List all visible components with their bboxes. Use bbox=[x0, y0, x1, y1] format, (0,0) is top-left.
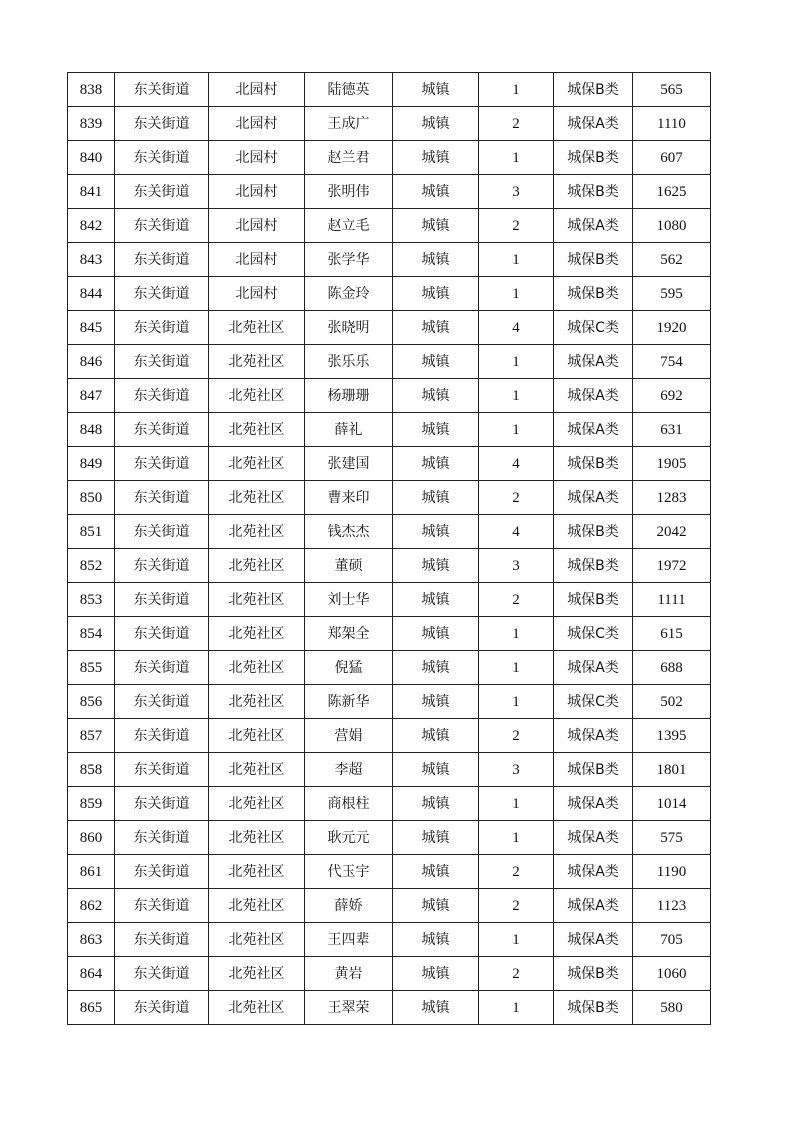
community-cell: 北苑社区 bbox=[209, 719, 305, 753]
subdistrict-cell: 东关街道 bbox=[115, 447, 209, 481]
member-count-cell: 1 bbox=[479, 787, 554, 821]
household-type-cell: 城镇 bbox=[393, 107, 479, 141]
roster-table bbox=[67, 72, 711, 1025]
member-count-cell: 1 bbox=[479, 651, 554, 685]
insurance-category-cell: 城保C类 bbox=[554, 617, 633, 651]
community-cell: 北园村 bbox=[209, 107, 305, 141]
name-cell: 商根柱 bbox=[305, 787, 393, 821]
community-cell: 北苑社区 bbox=[209, 617, 305, 651]
insurance-category-cell: 城保A类 bbox=[554, 345, 633, 379]
table-row bbox=[68, 447, 711, 481]
subdistrict-cell: 东关街道 bbox=[115, 141, 209, 175]
subdistrict-cell: 东关街道 bbox=[115, 651, 209, 685]
row-number-cell: 842 bbox=[68, 209, 115, 243]
name-cell: 王成广 bbox=[305, 107, 393, 141]
household-type-cell: 城镇 bbox=[393, 617, 479, 651]
table-row bbox=[68, 957, 711, 991]
community-cell: 北苑社区 bbox=[209, 379, 305, 413]
insurance-category-cell: 城保A类 bbox=[554, 413, 633, 447]
subdistrict-cell: 东关街道 bbox=[115, 787, 209, 821]
subdistrict-cell: 东关街道 bbox=[115, 345, 209, 379]
member-count-cell: 1 bbox=[479, 413, 554, 447]
household-type-cell: 城镇 bbox=[393, 719, 479, 753]
name-cell: 黄岩 bbox=[305, 957, 393, 991]
insurance-category-cell: 城保C类 bbox=[554, 685, 633, 719]
subdistrict-cell: 东关街道 bbox=[115, 821, 209, 855]
insurance-category-cell: 城保A类 bbox=[554, 923, 633, 957]
name-cell: 耿元元 bbox=[305, 821, 393, 855]
name-cell: 陈金玲 bbox=[305, 277, 393, 311]
row-number-cell: 851 bbox=[68, 515, 115, 549]
table-row bbox=[68, 243, 711, 277]
household-type-cell: 城镇 bbox=[393, 991, 479, 1025]
member-count-cell: 2 bbox=[479, 855, 554, 889]
member-count-cell: 1 bbox=[479, 141, 554, 175]
row-number-cell: 858 bbox=[68, 753, 115, 787]
amount-cell: 692 bbox=[633, 379, 711, 413]
member-count-cell: 2 bbox=[479, 583, 554, 617]
row-number-cell: 863 bbox=[68, 923, 115, 957]
row-number-cell: 856 bbox=[68, 685, 115, 719]
household-type-cell: 城镇 bbox=[393, 311, 479, 345]
community-cell: 北苑社区 bbox=[209, 821, 305, 855]
row-number-cell: 865 bbox=[68, 991, 115, 1025]
amount-cell: 2042 bbox=[633, 515, 711, 549]
member-count-cell: 1 bbox=[479, 277, 554, 311]
community-cell: 北园村 bbox=[209, 175, 305, 209]
name-cell: 陈新华 bbox=[305, 685, 393, 719]
table-row bbox=[68, 277, 711, 311]
amount-cell: 1905 bbox=[633, 447, 711, 481]
insurance-category-cell: 城保B类 bbox=[554, 243, 633, 277]
name-cell: 郑架全 bbox=[305, 617, 393, 651]
table-row bbox=[68, 311, 711, 345]
subdistrict-cell: 东关街道 bbox=[115, 209, 209, 243]
name-cell: 王四辈 bbox=[305, 923, 393, 957]
subdistrict-cell: 东关街道 bbox=[115, 991, 209, 1025]
member-count-cell: 2 bbox=[479, 719, 554, 753]
table-row bbox=[68, 583, 711, 617]
household-type-cell: 城镇 bbox=[393, 447, 479, 481]
name-cell: 刘士华 bbox=[305, 583, 393, 617]
subdistrict-cell: 东关街道 bbox=[115, 243, 209, 277]
row-number-cell: 845 bbox=[68, 311, 115, 345]
community-cell: 北苑社区 bbox=[209, 515, 305, 549]
name-cell: 李超 bbox=[305, 753, 393, 787]
amount-cell: 705 bbox=[633, 923, 711, 957]
subdistrict-cell: 东关街道 bbox=[115, 957, 209, 991]
amount-cell: 1080 bbox=[633, 209, 711, 243]
table-row bbox=[68, 73, 711, 107]
household-type-cell: 城镇 bbox=[393, 243, 479, 277]
amount-cell: 631 bbox=[633, 413, 711, 447]
subdistrict-cell: 东关街道 bbox=[115, 515, 209, 549]
table-row bbox=[68, 379, 711, 413]
row-number-cell: 844 bbox=[68, 277, 115, 311]
amount-cell: 1110 bbox=[633, 107, 711, 141]
household-type-cell: 城镇 bbox=[393, 481, 479, 515]
member-count-cell: 1 bbox=[479, 685, 554, 719]
household-type-cell: 城镇 bbox=[393, 583, 479, 617]
subdistrict-cell: 东关街道 bbox=[115, 107, 209, 141]
community-cell: 北苑社区 bbox=[209, 753, 305, 787]
row-number-cell: 838 bbox=[68, 73, 115, 107]
row-number-cell: 862 bbox=[68, 889, 115, 923]
household-type-cell: 城镇 bbox=[393, 379, 479, 413]
amount-cell: 754 bbox=[633, 345, 711, 379]
subdistrict-cell: 东关街道 bbox=[115, 855, 209, 889]
name-cell: 赵兰君 bbox=[305, 141, 393, 175]
household-type-cell: 城镇 bbox=[393, 345, 479, 379]
member-count-cell: 4 bbox=[479, 311, 554, 345]
row-number-cell: 861 bbox=[68, 855, 115, 889]
subdistrict-cell: 东关街道 bbox=[115, 175, 209, 209]
insurance-category-cell: 城保A类 bbox=[554, 209, 633, 243]
name-cell: 钱杰杰 bbox=[305, 515, 393, 549]
community-cell: 北苑社区 bbox=[209, 447, 305, 481]
amount-cell: 1014 bbox=[633, 787, 711, 821]
household-type-cell: 城镇 bbox=[393, 685, 479, 719]
row-number-cell: 853 bbox=[68, 583, 115, 617]
table-body bbox=[68, 73, 711, 1025]
community-cell: 北园村 bbox=[209, 209, 305, 243]
insurance-category-cell: 城保A类 bbox=[554, 379, 633, 413]
table-row bbox=[68, 413, 711, 447]
table-row bbox=[68, 515, 711, 549]
member-count-cell: 4 bbox=[479, 515, 554, 549]
row-number-cell: 843 bbox=[68, 243, 115, 277]
name-cell: 张学华 bbox=[305, 243, 393, 277]
member-count-cell: 1 bbox=[479, 73, 554, 107]
amount-cell: 1283 bbox=[633, 481, 711, 515]
name-cell: 营娟 bbox=[305, 719, 393, 753]
member-count-cell: 1 bbox=[479, 821, 554, 855]
community-cell: 北苑社区 bbox=[209, 311, 305, 345]
table-row bbox=[68, 107, 711, 141]
table-row bbox=[68, 617, 711, 651]
amount-cell: 1625 bbox=[633, 175, 711, 209]
member-count-cell: 1 bbox=[479, 923, 554, 957]
table-row bbox=[68, 549, 711, 583]
row-number-cell: 847 bbox=[68, 379, 115, 413]
member-count-cell: 1 bbox=[479, 991, 554, 1025]
name-cell: 张明伟 bbox=[305, 175, 393, 209]
subdistrict-cell: 东关街道 bbox=[115, 481, 209, 515]
amount-cell: 688 bbox=[633, 651, 711, 685]
insurance-category-cell: 城保B类 bbox=[554, 277, 633, 311]
subdistrict-cell: 东关街道 bbox=[115, 923, 209, 957]
name-cell: 张乐乐 bbox=[305, 345, 393, 379]
member-count-cell: 1 bbox=[479, 345, 554, 379]
amount-cell: 562 bbox=[633, 243, 711, 277]
amount-cell: 595 bbox=[633, 277, 711, 311]
table-row bbox=[68, 991, 711, 1025]
name-cell: 代玉宇 bbox=[305, 855, 393, 889]
household-type-cell: 城镇 bbox=[393, 651, 479, 685]
amount-cell: 1801 bbox=[633, 753, 711, 787]
name-cell: 薛礼 bbox=[305, 413, 393, 447]
member-count-cell: 3 bbox=[479, 175, 554, 209]
household-type-cell: 城镇 bbox=[393, 923, 479, 957]
insurance-category-cell: 城保A类 bbox=[554, 889, 633, 923]
insurance-category-cell: 城保B类 bbox=[554, 447, 633, 481]
household-type-cell: 城镇 bbox=[393, 889, 479, 923]
row-number-cell: 860 bbox=[68, 821, 115, 855]
household-type-cell: 城镇 bbox=[393, 175, 479, 209]
community-cell: 北园村 bbox=[209, 243, 305, 277]
table-row bbox=[68, 889, 711, 923]
row-number-cell: 857 bbox=[68, 719, 115, 753]
insurance-category-cell: 城保B类 bbox=[554, 549, 633, 583]
row-number-cell: 840 bbox=[68, 141, 115, 175]
household-type-cell: 城镇 bbox=[393, 141, 479, 175]
community-cell: 北苑社区 bbox=[209, 549, 305, 583]
name-cell: 杨珊珊 bbox=[305, 379, 393, 413]
amount-cell: 575 bbox=[633, 821, 711, 855]
insurance-category-cell: 城保A类 bbox=[554, 481, 633, 515]
insurance-category-cell: 城保B类 bbox=[554, 73, 633, 107]
member-count-cell: 3 bbox=[479, 753, 554, 787]
subdistrict-cell: 东关街道 bbox=[115, 379, 209, 413]
amount-cell: 615 bbox=[633, 617, 711, 651]
community-cell: 北苑社区 bbox=[209, 345, 305, 379]
household-type-cell: 城镇 bbox=[393, 413, 479, 447]
household-type-cell: 城镇 bbox=[393, 209, 479, 243]
subdistrict-cell: 东关街道 bbox=[115, 73, 209, 107]
amount-cell: 1920 bbox=[633, 311, 711, 345]
insurance-category-cell: 城保B类 bbox=[554, 957, 633, 991]
amount-cell: 1111 bbox=[633, 583, 711, 617]
name-cell: 曹来印 bbox=[305, 481, 393, 515]
member-count-cell: 2 bbox=[479, 481, 554, 515]
name-cell: 陆德英 bbox=[305, 73, 393, 107]
insurance-category-cell: 城保A类 bbox=[554, 787, 633, 821]
amount-cell: 607 bbox=[633, 141, 711, 175]
table-row bbox=[68, 821, 711, 855]
insurance-category-cell: 城保A类 bbox=[554, 107, 633, 141]
insurance-category-cell: 城保B类 bbox=[554, 141, 633, 175]
name-cell: 赵立毛 bbox=[305, 209, 393, 243]
household-type-cell: 城镇 bbox=[393, 855, 479, 889]
table-row bbox=[68, 141, 711, 175]
insurance-category-cell: 城保B类 bbox=[554, 175, 633, 209]
row-number-cell: 846 bbox=[68, 345, 115, 379]
household-type-cell: 城镇 bbox=[393, 787, 479, 821]
member-count-cell: 1 bbox=[479, 617, 554, 651]
amount-cell: 1190 bbox=[633, 855, 711, 889]
community-cell: 北苑社区 bbox=[209, 413, 305, 447]
subdistrict-cell: 东关街道 bbox=[115, 549, 209, 583]
table-row bbox=[68, 651, 711, 685]
name-cell: 董硕 bbox=[305, 549, 393, 583]
name-cell: 倪猛 bbox=[305, 651, 393, 685]
subdistrict-cell: 东关街道 bbox=[115, 277, 209, 311]
household-type-cell: 城镇 bbox=[393, 753, 479, 787]
community-cell: 北苑社区 bbox=[209, 923, 305, 957]
insurance-category-cell: 城保C类 bbox=[554, 311, 633, 345]
insurance-category-cell: 城保A类 bbox=[554, 855, 633, 889]
household-type-cell: 城镇 bbox=[393, 549, 479, 583]
community-cell: 北苑社区 bbox=[209, 957, 305, 991]
table-row bbox=[68, 923, 711, 957]
table-row bbox=[68, 855, 711, 889]
community-cell: 北苑社区 bbox=[209, 685, 305, 719]
table-row bbox=[68, 481, 711, 515]
table-row bbox=[68, 787, 711, 821]
table-row bbox=[68, 685, 711, 719]
household-type-cell: 城镇 bbox=[393, 73, 479, 107]
member-count-cell: 1 bbox=[479, 243, 554, 277]
subdistrict-cell: 东关街道 bbox=[115, 583, 209, 617]
member-count-cell: 2 bbox=[479, 889, 554, 923]
member-count-cell: 4 bbox=[479, 447, 554, 481]
row-number-cell: 850 bbox=[68, 481, 115, 515]
row-number-cell: 855 bbox=[68, 651, 115, 685]
community-cell: 北园村 bbox=[209, 73, 305, 107]
amount-cell: 1972 bbox=[633, 549, 711, 583]
row-number-cell: 859 bbox=[68, 787, 115, 821]
household-type-cell: 城镇 bbox=[393, 957, 479, 991]
community-cell: 北园村 bbox=[209, 141, 305, 175]
community-cell: 北苑社区 bbox=[209, 855, 305, 889]
insurance-category-cell: 城保B类 bbox=[554, 753, 633, 787]
row-number-cell: 848 bbox=[68, 413, 115, 447]
row-number-cell: 864 bbox=[68, 957, 115, 991]
insurance-category-cell: 城保B类 bbox=[554, 991, 633, 1025]
subdistrict-cell: 东关街道 bbox=[115, 719, 209, 753]
amount-cell: 580 bbox=[633, 991, 711, 1025]
community-cell: 北苑社区 bbox=[209, 787, 305, 821]
household-type-cell: 城镇 bbox=[393, 821, 479, 855]
insurance-category-cell: 城保A类 bbox=[554, 719, 633, 753]
subdistrict-cell: 东关街道 bbox=[115, 753, 209, 787]
member-count-cell: 2 bbox=[479, 209, 554, 243]
table-row bbox=[68, 345, 711, 379]
household-type-cell: 城镇 bbox=[393, 515, 479, 549]
subdistrict-cell: 东关街道 bbox=[115, 311, 209, 345]
row-number-cell: 852 bbox=[68, 549, 115, 583]
community-cell: 北苑社区 bbox=[209, 991, 305, 1025]
insurance-category-cell: 城保A类 bbox=[554, 651, 633, 685]
table-row bbox=[68, 209, 711, 243]
subdistrict-cell: 东关街道 bbox=[115, 685, 209, 719]
household-type-cell: 城镇 bbox=[393, 277, 479, 311]
name-cell: 王翠荣 bbox=[305, 991, 393, 1025]
name-cell: 张建国 bbox=[305, 447, 393, 481]
amount-cell: 502 bbox=[633, 685, 711, 719]
subdistrict-cell: 东关街道 bbox=[115, 617, 209, 651]
amount-cell: 565 bbox=[633, 73, 711, 107]
insurance-category-cell: 城保B类 bbox=[554, 515, 633, 549]
member-count-cell: 2 bbox=[479, 957, 554, 991]
amount-cell: 1060 bbox=[633, 957, 711, 991]
row-number-cell: 841 bbox=[68, 175, 115, 209]
table-row bbox=[68, 175, 711, 209]
community-cell: 北苑社区 bbox=[209, 481, 305, 515]
row-number-cell: 849 bbox=[68, 447, 115, 481]
insurance-category-cell: 城保B类 bbox=[554, 583, 633, 617]
member-count-cell: 3 bbox=[479, 549, 554, 583]
row-number-cell: 854 bbox=[68, 617, 115, 651]
subdistrict-cell: 东关街道 bbox=[115, 889, 209, 923]
member-count-cell: 2 bbox=[479, 107, 554, 141]
community-cell: 北苑社区 bbox=[209, 583, 305, 617]
name-cell: 薛娇 bbox=[305, 889, 393, 923]
member-count-cell: 1 bbox=[479, 379, 554, 413]
amount-cell: 1395 bbox=[633, 719, 711, 753]
subdistrict-cell: 东关街道 bbox=[115, 413, 209, 447]
community-cell: 北苑社区 bbox=[209, 889, 305, 923]
table-row bbox=[68, 719, 711, 753]
community-cell: 北园村 bbox=[209, 277, 305, 311]
name-cell: 张晓明 bbox=[305, 311, 393, 345]
insurance-category-cell: 城保A类 bbox=[554, 821, 633, 855]
row-number-cell: 839 bbox=[68, 107, 115, 141]
community-cell: 北苑社区 bbox=[209, 651, 305, 685]
amount-cell: 1123 bbox=[633, 889, 711, 923]
table-row bbox=[68, 753, 711, 787]
